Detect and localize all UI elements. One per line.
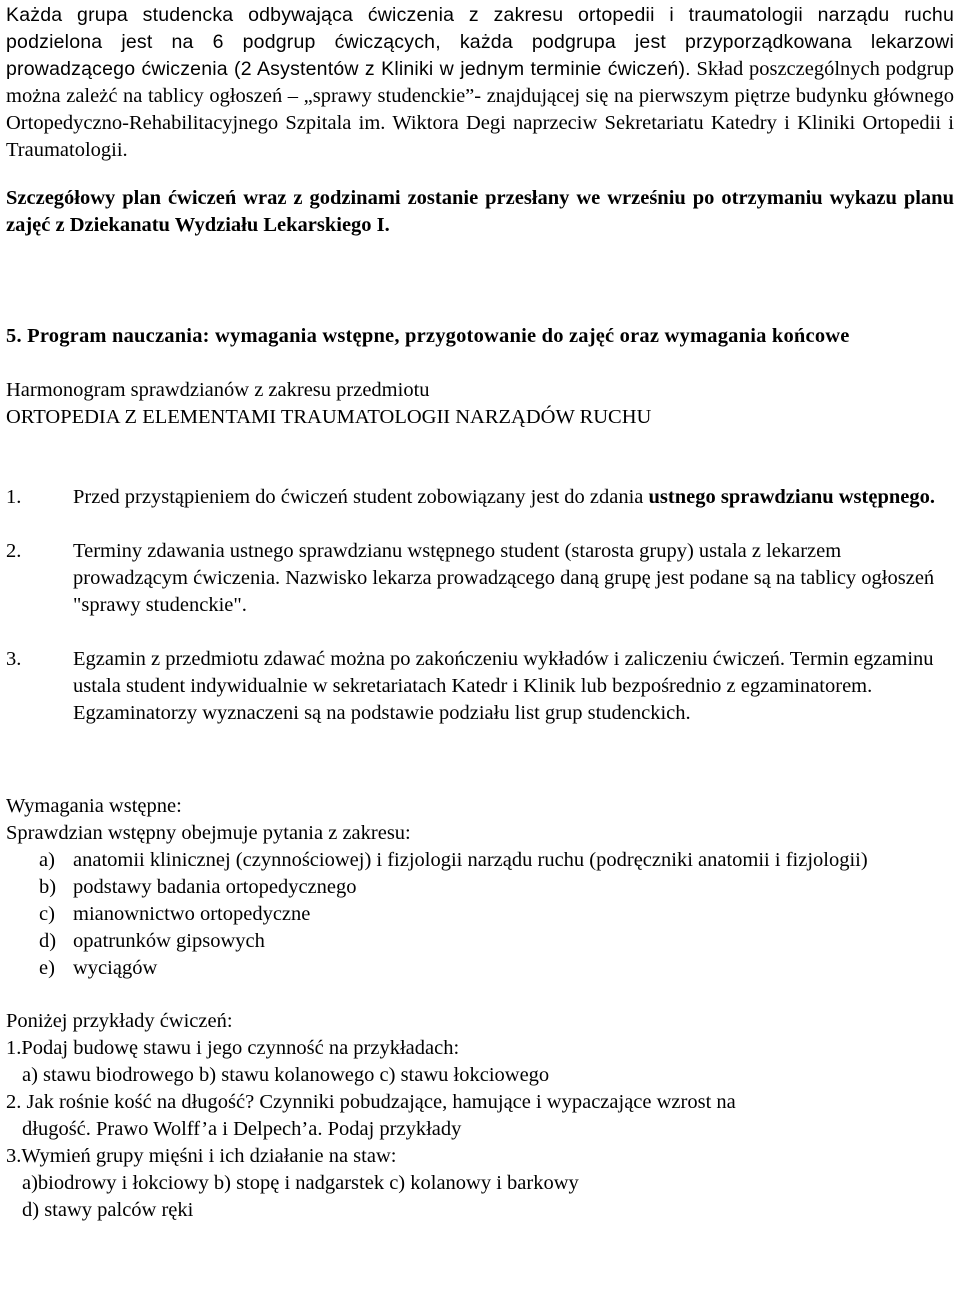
numbered-item-bold-text: ustnego sprawdzianu wstępnego. — [648, 486, 935, 508]
numbered-item-number: 1. — [6, 486, 22, 508]
requirement-item-text: anatomii klinicznej (czynnościowej) i fizjologii narządu ruchu (podręczniki anatomii i fizjologii) — [73, 849, 868, 871]
requirement-item-b — [6, 874, 954, 901]
numbered-item-text: Egzamin z przedmiotu zdawać można po zakończeniu wykładów i zaliczeniu ćwiczeń. Termin egzaminu ustala student indywidualnie w sekretariatach Katedr i Klinik lub bezpośrednio z egzaminatorem. — [73, 648, 934, 697]
numbered-item-3 — [6, 646, 954, 727]
numbered-item-extra: Egzaminatorzy wyznaczeni są na podstawie podziału list grup studenckich. — [73, 702, 691, 724]
example-line-1: 1.Podaj budowę stawu i jego czynność na przykładach: — [6, 1037, 460, 1059]
requirement-item-text: opatrunków gipsowych — [73, 930, 265, 952]
requirement-item-text: wyciągów — [73, 957, 158, 979]
numbered-item-number: 3. — [6, 648, 22, 670]
schedule-subheading: Harmonogram sprawdzianów z zakresu przedmiotu — [6, 379, 430, 401]
document-page — [6, 2, 954, 1224]
intro-paragraph-1-sans: Każda grupa studencka odbywająca ćwiczenia z zakresu ortopedii i traumatologii narządu ruchu podzielona jest na 6 podgrup ćwiczących, każda podgrupa jest przyporządkowana lekarzowi prowadzącego ćwiczenia (2 Asystentów z Kliniki w jednym terminie ćwiczeń). — [6, 4, 954, 80]
requirement-item-e — [6, 955, 954, 982]
numbered-item-text: Przed przystąpieniem do ćwiczeń student zobowiązany jest do zdania — [73, 486, 649, 508]
example-line-5: 3.Wymień grupy mięśni i ich działanie na staw: — [6, 1145, 397, 1167]
requirement-item-letter: c) — [39, 903, 55, 925]
requirement-item-letter: d) — [39, 930, 57, 952]
intro-paragraph-1 — [6, 2, 954, 164]
numbered-item-2 — [6, 538, 954, 619]
examples-heading: Poniżej przykłady ćwiczeń: — [6, 1010, 233, 1032]
requirement-item-letter: b) — [39, 876, 57, 898]
requirements-intro: Sprawdzian wstępny obejmuje pytania z zakresu: — [6, 822, 411, 844]
example-line-2: a) stawu biodrowego b) stawu kolanowego c) stawu łokciowego — [22, 1064, 550, 1086]
requirement-item-text: mianownictwo ortopedyczne — [73, 903, 311, 925]
numbered-item-number: 2. — [6, 540, 22, 562]
example-line-7: d) stawy palców ręki — [22, 1199, 194, 1221]
example-line-6: a)biodrowy i łokciowy b) stopę i nadgarstek c) kolanowy i barkowy — [22, 1172, 579, 1194]
requirement-item-letter: e) — [39, 957, 55, 979]
requirement-item-a — [6, 847, 954, 874]
example-line-4: długość. Prawo Wolff’a i Delpech’a. Podaj przykłady — [22, 1118, 462, 1140]
requirements-heading: Wymagania wstępne: — [6, 795, 182, 817]
requirement-item-letter: a) — [39, 849, 55, 871]
numbered-item-text: Terminy zdawania ustnego sprawdzianu wstępnego student (starosta grupy) ustala z lekarzem prowadzącym ćwiczenia. Nazwisko lekarza prowadzącego daną grupę jest podane są na tablicy ogłoszeń "sprawy studenckie". — [73, 540, 935, 616]
example-line-3: 2. Jak rośnie kość na długość? Czynniki pobudzające, hamujące i wypaczające wzrost na — [6, 1091, 736, 1113]
intro-paragraph-1-serif: Skład poszczególnych podgrup można zależć na tablicy ogłoszeń – „sprawy studenckie”- znajdującej się na pierwszym piętrze budynku głównego Ortopedyczno-Rehabilitacyjnego Szpitala im. Wiktora Degi naprzeciw Sekretariatu Katedry i Kliniki Ortopedii i Traumatologii. — [6, 58, 954, 161]
requirement-item-c — [6, 901, 954, 928]
requirement-item-d — [6, 928, 954, 955]
requirement-item-text: podstawy badania ortopedycznego — [73, 876, 357, 898]
section-5-heading: 5. Program nauczania: wymagania wstępne, przygotowanie do zajęć oraz wymagania końcowe — [6, 325, 850, 347]
numbered-item-1 — [6, 484, 954, 511]
course-title: ORTOPEDIA Z ELEMENTAMI TRAUMATOLOGII NARZĄDÓW RUCHU — [6, 406, 652, 428]
intro-paragraph-2: Szczegółowy plan ćwiczeń wraz z godzinami zostanie przesłany we wrześniu po otrzymaniu wykazu planu zajęć z Dziekanatu Wydziału Lekarskiego I. — [6, 187, 954, 236]
